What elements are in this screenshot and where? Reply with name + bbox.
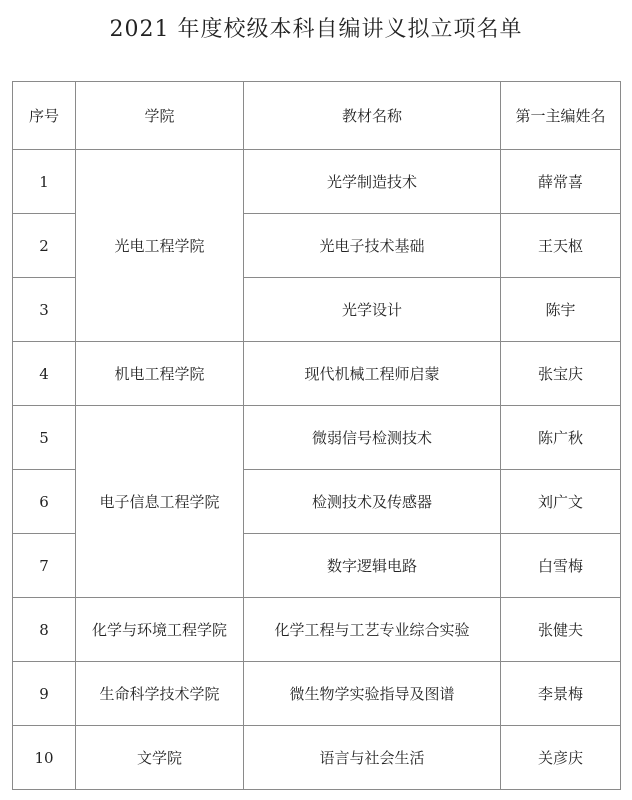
row-author: 刘广文 <box>501 470 621 534</box>
project-list-table <box>12 81 621 790</box>
page-title: 2021 年度校级本科自编讲义拟立项名单 <box>109 17 523 42</box>
table-row <box>13 342 621 406</box>
row-no: 6 <box>13 470 76 534</box>
row-author: 王天枢 <box>501 214 621 278</box>
header-no: 序号 <box>13 82 76 150</box>
row-author: 陈广秋 <box>501 406 621 470</box>
row-textbook: 化学工程与工艺专业综合实验 <box>244 598 501 662</box>
row-textbook: 数字逻辑电路 <box>244 534 501 598</box>
row-no: 1 <box>13 150 76 214</box>
row-textbook: 微生物学实验指导及图谱 <box>244 662 501 726</box>
row-author: 关彦庆 <box>501 726 621 790</box>
row-college: 光电工程学院 <box>76 150 244 342</box>
row-author: 张健夫 <box>501 598 621 662</box>
table-row <box>13 598 621 662</box>
header-textbook: 教材名称 <box>244 82 501 150</box>
row-college: 文学院 <box>76 726 244 790</box>
row-no: 5 <box>13 406 76 470</box>
row-textbook: 现代机械工程师启蒙 <box>244 342 501 406</box>
header-author: 第一主编姓名 <box>501 82 621 150</box>
row-college: 机电工程学院 <box>76 342 244 406</box>
row-no: 4 <box>13 342 76 406</box>
row-no: 2 <box>13 214 76 278</box>
row-textbook: 检测技术及传感器 <box>244 470 501 534</box>
table-row <box>13 726 621 790</box>
row-textbook: 光电子技术基础 <box>244 214 501 278</box>
row-college: 电子信息工程学院 <box>76 406 244 598</box>
table-row <box>13 150 621 214</box>
table-row <box>13 662 621 726</box>
row-college: 化学与环境工程学院 <box>76 598 244 662</box>
row-textbook: 微弱信号检测技术 <box>244 406 501 470</box>
row-author: 陈宇 <box>501 278 621 342</box>
header-college: 学院 <box>76 82 244 150</box>
table-row <box>13 406 621 470</box>
row-author: 薛常喜 <box>501 150 621 214</box>
row-author: 李景梅 <box>501 662 621 726</box>
row-no: 10 <box>13 726 76 790</box>
row-author: 张宝庆 <box>501 342 621 406</box>
row-textbook: 光学设计 <box>244 278 501 342</box>
row-textbook: 光学制造技术 <box>244 150 501 214</box>
row-college: 生命科学技术学院 <box>76 662 244 726</box>
row-no: 9 <box>13 662 76 726</box>
row-no: 3 <box>13 278 76 342</box>
row-author: 白雪梅 <box>501 534 621 598</box>
row-no: 7 <box>13 534 76 598</box>
row-no: 8 <box>13 598 76 662</box>
table-header-row <box>13 82 621 150</box>
row-textbook: 语言与社会生活 <box>244 726 501 790</box>
